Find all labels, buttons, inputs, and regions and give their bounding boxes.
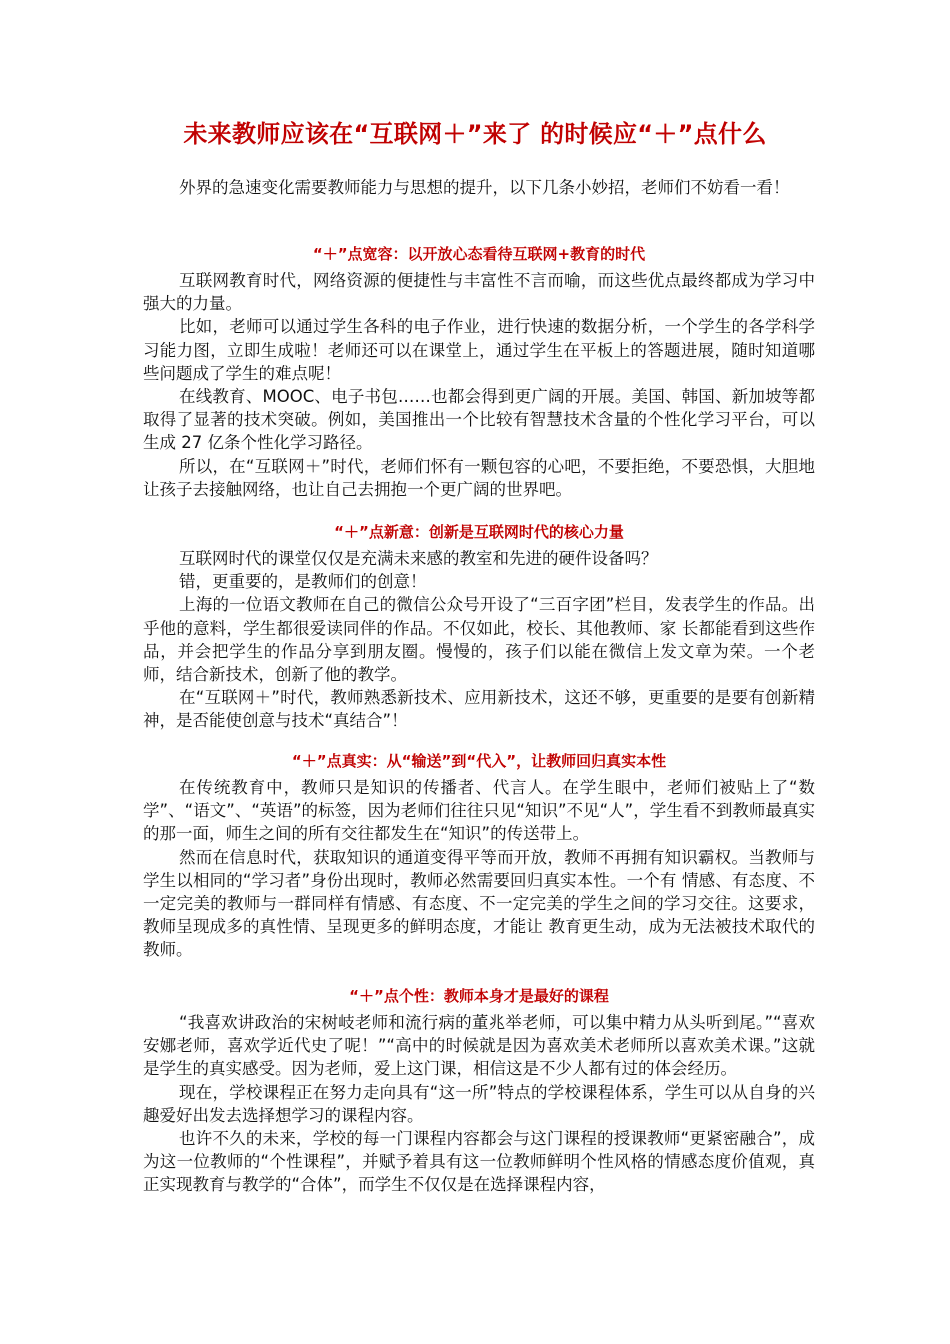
paragraph: 然而在信息时代，获取知识的通道变得平等而开放，教师不再拥有知识霸权。当教师与学生以相同的“学习者”身份出现时，教师必然需要回归真实本性。一个有 情感、有态度、不一定完美的教师与一群同样有情感、有态度、不一定完美的学生之间的学习交往。这要求，教师呈现成多的真性情、呈现更多的鲜明态度，才能让 教育更生动，成为无法被技术取代的教师。 bbox=[143, 847, 815, 960]
paragraph: 互联网教育时代，网络资源的便捷性与丰富性不言而喻，而这些优点最终都成为学习中强大的力量。 bbox=[143, 271, 815, 314]
paragraph: 也许不久的未来，学校的每一门课程内容都会与这门课程的授课教师“更紧密融合”，成为这一位教师的“个性课程”，并赋予着具有这一位教师鲜明个性风格的情感态度价值观，真正实现教育与教学的“合体”，而学生不仅仅是在选择课程内容， bbox=[143, 1129, 815, 1195]
paragraph: 错，更重要的，是教师们的创意！ bbox=[179, 572, 427, 592]
section-personality bbox=[143, 985, 815, 1197]
paragraph: 现在，学校课程正在努力走向具有“这一所”特点的学校课程体系，学生可以从自身的兴趣爱好出发去选择想学习的课程内容。 bbox=[143, 1082, 815, 1125]
section-authenticity bbox=[143, 750, 815, 962]
section-heading: “＋”点宽容：以开放心态看待互联网+教育的时代 bbox=[312, 245, 646, 263]
paragraph: 在传统教育中，教师只是知识的传播者、代言人。在学生眼中，老师们被贴上了“数学”、“语文”、“英语”的标签，因为老师们往往只见“知识”不见“人”，学生看不到教师最真实的那一面，师生之间的所有交往都发生在“知识”的传送带上。 bbox=[143, 778, 815, 844]
paragraph: 在线教育、MOOC、电子书包……也都会得到更广阔的开展。美国、韩国、新加坡等都取得了显著的技术突破。例如，美国推出一个比较有智慧技术含量的个性化学习平台，可以生成 27 亿条个性化学习路径。 bbox=[143, 387, 815, 453]
section-heading: “＋”点个性：教师本身才是最好的课程 bbox=[349, 987, 609, 1005]
section-innovation bbox=[143, 521, 815, 733]
section-heading: “＋”点新意：创新是互联网时代的核心力量 bbox=[334, 523, 624, 541]
paragraph: “我喜欢讲政治的宋树岐老师和流行病的董兆举老师，可以集中精力从头听到尾。”“喜欢安娜老师，喜欢学近代史了呢！”“高中的时候就是因为喜欢美术老师所以喜欢美术课。”这就是学生的真实感受。因为老师，爱上这门课，相信这是不少人都有过的体会经历。 bbox=[143, 1013, 815, 1079]
paragraph: 所以，在“互联网＋”时代，老师们怀有一颗包容的心吧，不要拒绝，不要恐惧，大胆地让孩子去接触网络，也让自己去拥抱一个更广阔的世界吧。 bbox=[143, 456, 815, 499]
paragraph: 比如，老师可以通过学生各科的电子作业，进行快速的数据分析，一个学生的各学科学习能力图，立即生成啦！老师还可以在课堂上，通过学生在平板上的答题进展，随时知道哪些问题成了学生的难点呢！ bbox=[143, 317, 815, 383]
document-title: 未来教师应该在“互联网＋”来了 的时候应“＋”点什么 bbox=[183, 120, 767, 148]
section-tolerance bbox=[143, 243, 815, 501]
section-heading: “＋”点真实：从“输送”到“代入”，让教师回归真实本性 bbox=[291, 752, 667, 770]
intro-paragraph: 外界的急速变化需要教师能力与思想的提升，以下几条小妙招，老师们不妨看一看！ bbox=[179, 178, 790, 197]
paragraph: 上海的一位语文教师在自己的微信公众号开设了“三百字团”栏目，发表学生的作品。出乎他的意料，学生都很爱读同伴的作品。不仅如此，校长、其他教师、家 长都能看到这些作品，并会把学生的作品分享到朋友圈。慢慢的，孩子们以能在微信上发文章为荣。一个老师，结合新技术，创新了他的教学。 bbox=[143, 595, 815, 685]
paragraph: 在“互联网＋”时代，教师熟悉新技术、应用新技术，这还不够，更重要的是要有创新精神，是否能使创意与技术“真结合”！ bbox=[143, 688, 815, 731]
paragraph: 互联网时代的课堂仅仅是充满未来感的教室和先进的硬件设备吗？ bbox=[179, 549, 658, 568]
